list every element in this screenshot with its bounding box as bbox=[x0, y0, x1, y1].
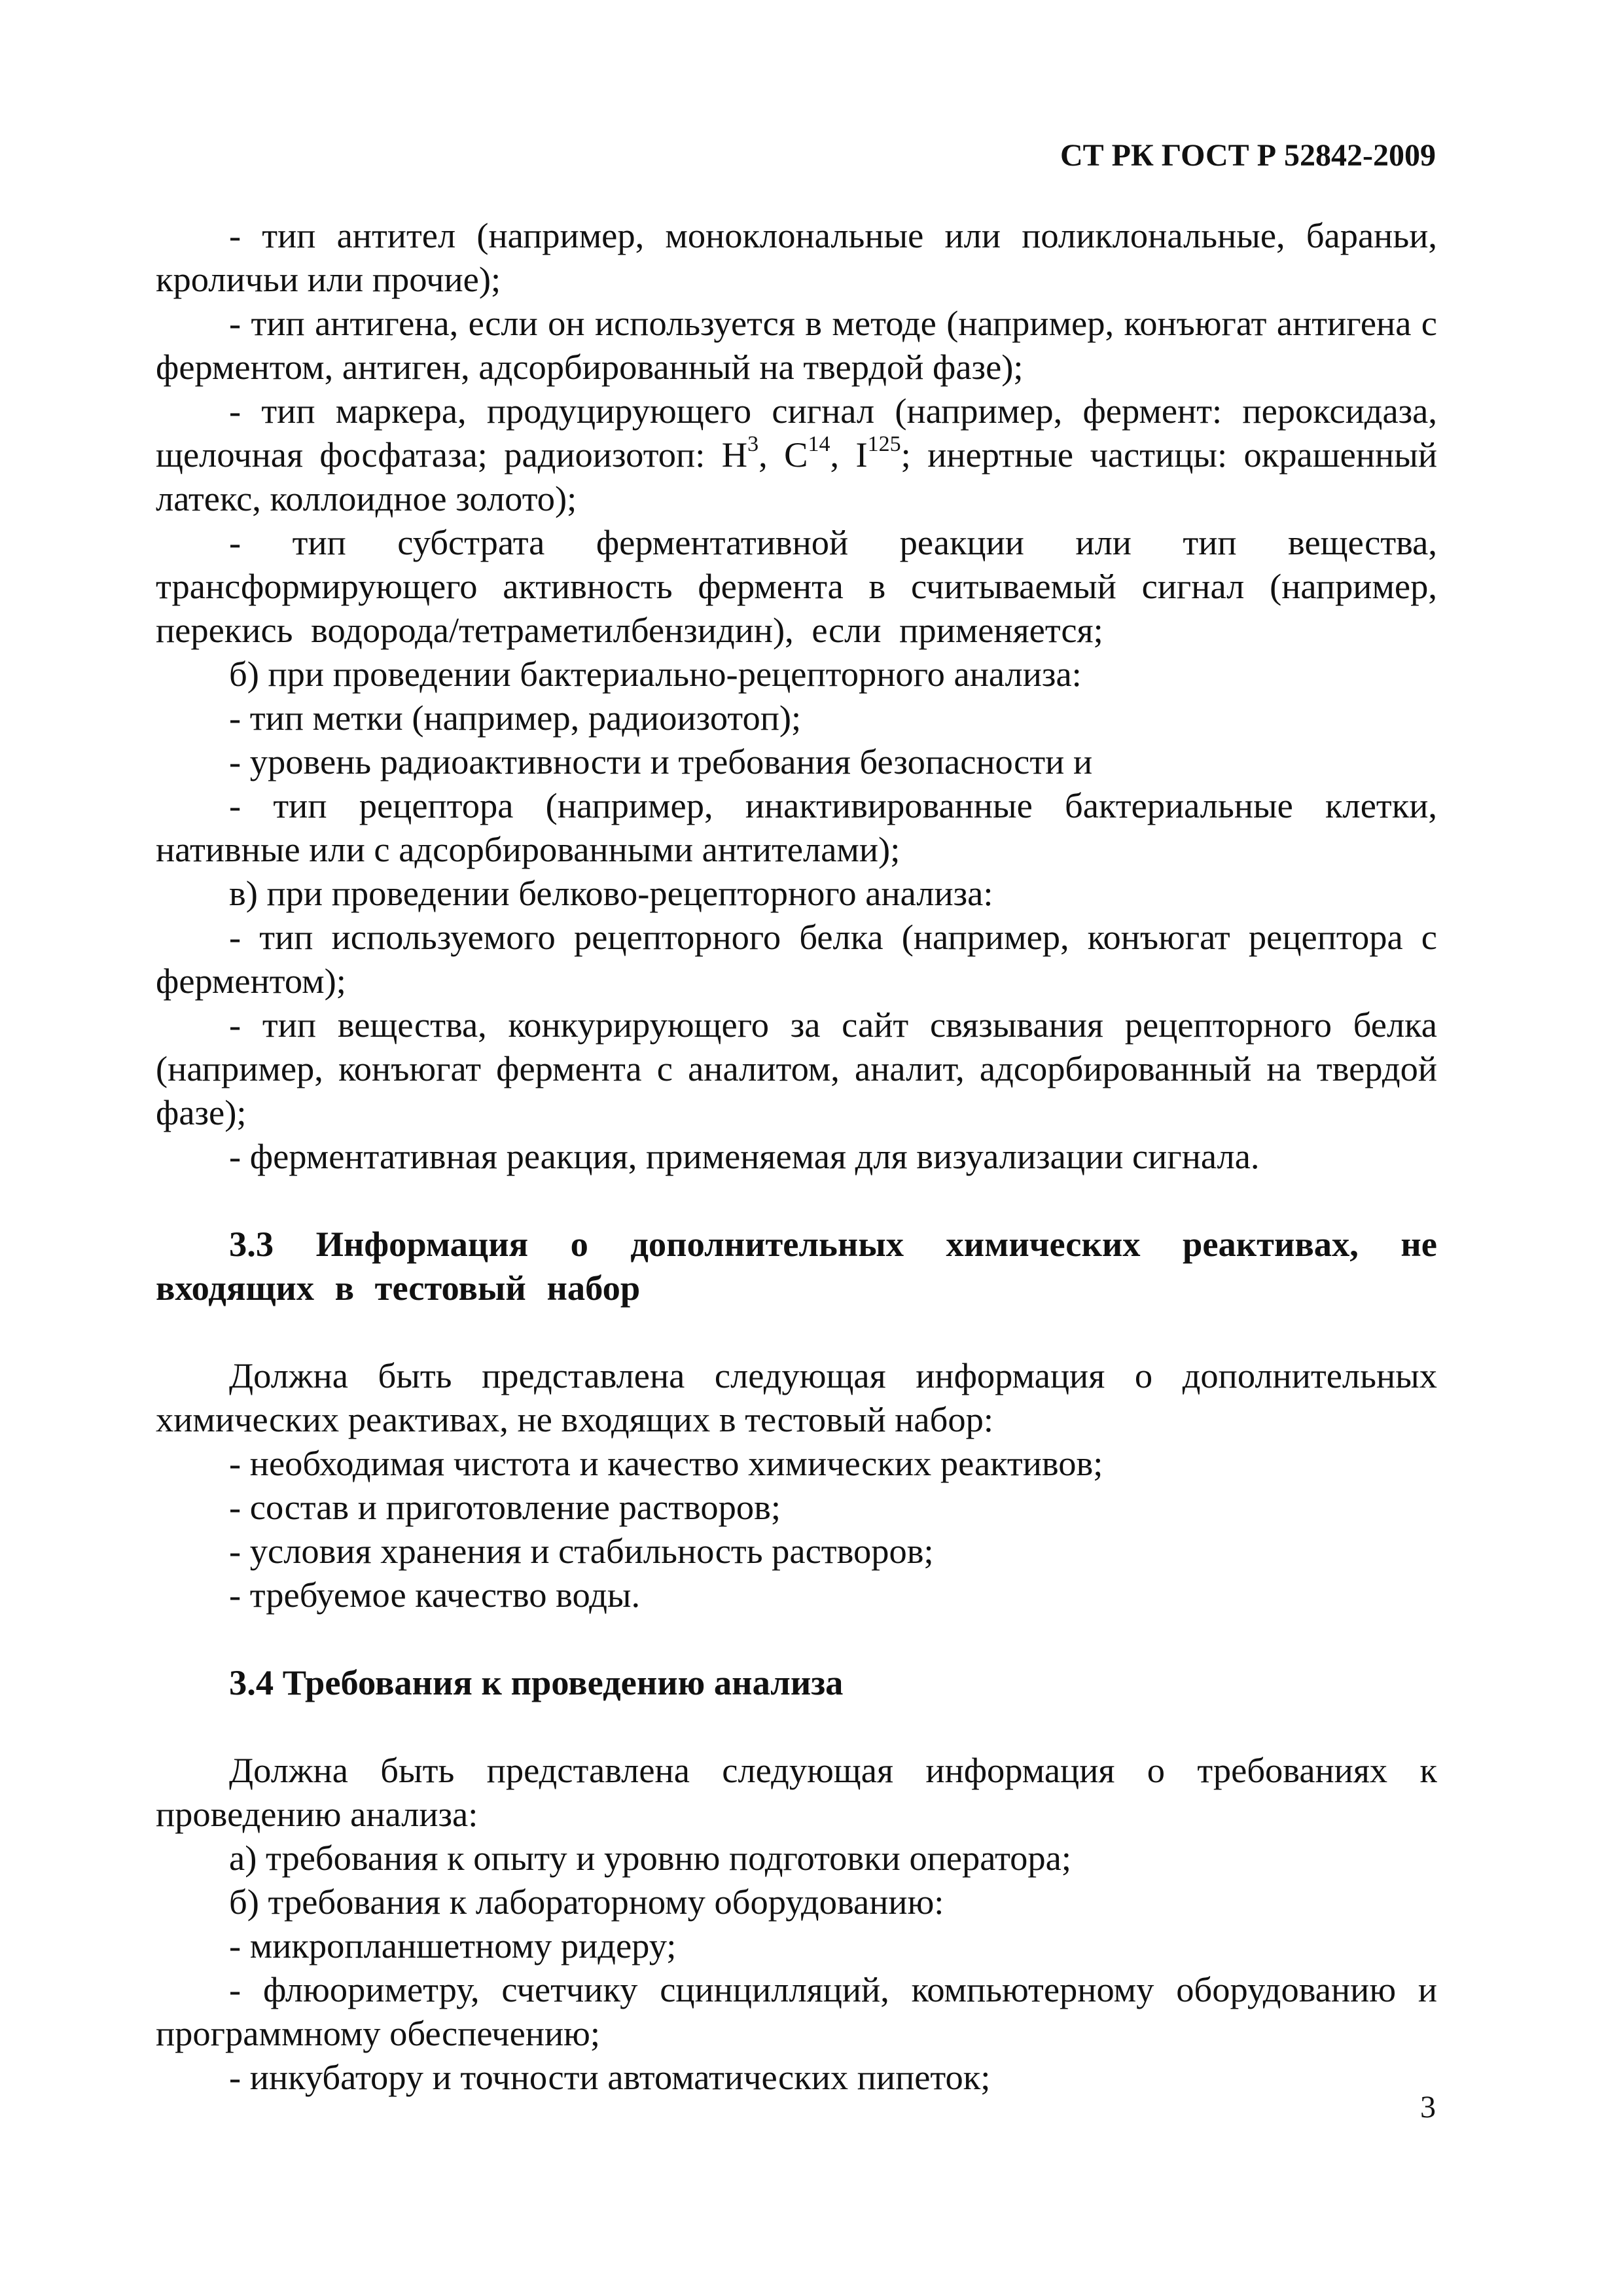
list-item: - тип метки (например, радиоизотоп); bbox=[229, 698, 802, 738]
section-3-3-intro: Должна быть представлена следующая информация о дополнительных химических реактивах, не входящих в тестовый набор: bbox=[156, 1355, 1437, 1439]
list-item: - тип антител (например, моноклональные или поликлональные, бараньи, кроличьи или прочие); bbox=[156, 215, 1437, 299]
list-item: - инкубатору и точности автоматических пипеток; bbox=[229, 2057, 991, 2097]
marker-text: - тип маркера, продуцирующего сигнал (например, фермент: пероксидаза, щелочная фосфатаза; радиоизотоп: H bbox=[156, 391, 1437, 475]
list-item: - тип используемого рецепторного белка (например, конъюгат рецептора с ферментом); bbox=[156, 917, 1437, 1001]
list-item: б) требования к лабораторному оборудованию: bbox=[229, 1882, 944, 1922]
list-item: - тип субстрата ферментативной реакции или тип вещества, трансформирующего активность фермента в считываемый сигнал (например, перекись водорода/тетраметилбензидин), если применяется; bbox=[156, 522, 1437, 650]
list-item-marker bbox=[156, 389, 1437, 520]
section-b-intro: б) при проведении бактериально-рецепторного анализа: bbox=[229, 654, 1082, 694]
list-item: - состав и приготовление растворов; bbox=[229, 1487, 781, 1527]
list-item: а) требования к опыту и уровню подготовки оператора; bbox=[229, 1838, 1072, 1878]
list-item: - ферментативная реакция, применяемая для визуализации сигнала. bbox=[229, 1136, 1260, 1176]
superscript-c14: 14 bbox=[808, 432, 830, 456]
list-item: - флюориметру, счетчику сцинцилляций, компьютерному оборудованию и программному обеспечению; bbox=[156, 1969, 1437, 2053]
document-header: СТ РК ГОСТ Р 52842-2009 bbox=[1060, 138, 1436, 173]
section-3-3-title: 3.3 Информация о дополнительных химических реактивах, не входящих в тестовый набор bbox=[156, 1224, 1437, 1308]
list-item: - тип антигена, если он используется в методе (например, конъюгат антигена с ферментом, антиген, адсорбированный на твердой фазе); bbox=[156, 303, 1437, 387]
marker-mid: , C bbox=[758, 435, 808, 475]
list-item: - тип рецептора (например, инактивированные бактериальные клетки, нативные или с адсорбированными антителами); bbox=[156, 785, 1437, 869]
list-item: - микропланшетному ридеру; bbox=[229, 1926, 677, 1965]
list-item: - необходимая чистота и качество химических реактивов; bbox=[229, 1443, 1103, 1483]
section-v-intro: в) при проведении белково-рецепторного анализа: bbox=[229, 873, 993, 913]
list-item: - требуемое качество воды. bbox=[229, 1575, 641, 1615]
list-item: - тип вещества, конкурирующего за сайт связывания рецепторного белка (например, конъюгат фермента с аналитом, аналит, адсорбированный на твердой фазе); bbox=[156, 1005, 1437, 1132]
list-item: - уровень радиоактивности и требования безопасности и bbox=[229, 742, 1093, 781]
section-3-4-intro: Должна быть представлена следующая информация о требованиях к проведению анализа: bbox=[156, 1750, 1437, 1834]
marker-mid: , I bbox=[830, 435, 868, 475]
page-content bbox=[156, 213, 1437, 2099]
list-item: - условия хранения и стабильность растворов; bbox=[229, 1531, 934, 1571]
superscript-h3: 3 bbox=[747, 432, 759, 456]
page-number: 3 bbox=[1420, 2090, 1436, 2125]
section-3-4-title: 3.4 Требования к проведению анализа bbox=[229, 1662, 844, 1702]
superscript-i125: 125 bbox=[867, 432, 901, 456]
marker-tail: ; инертные частицы: окрашенный латекс, коллоидное золото); bbox=[156, 435, 1437, 518]
